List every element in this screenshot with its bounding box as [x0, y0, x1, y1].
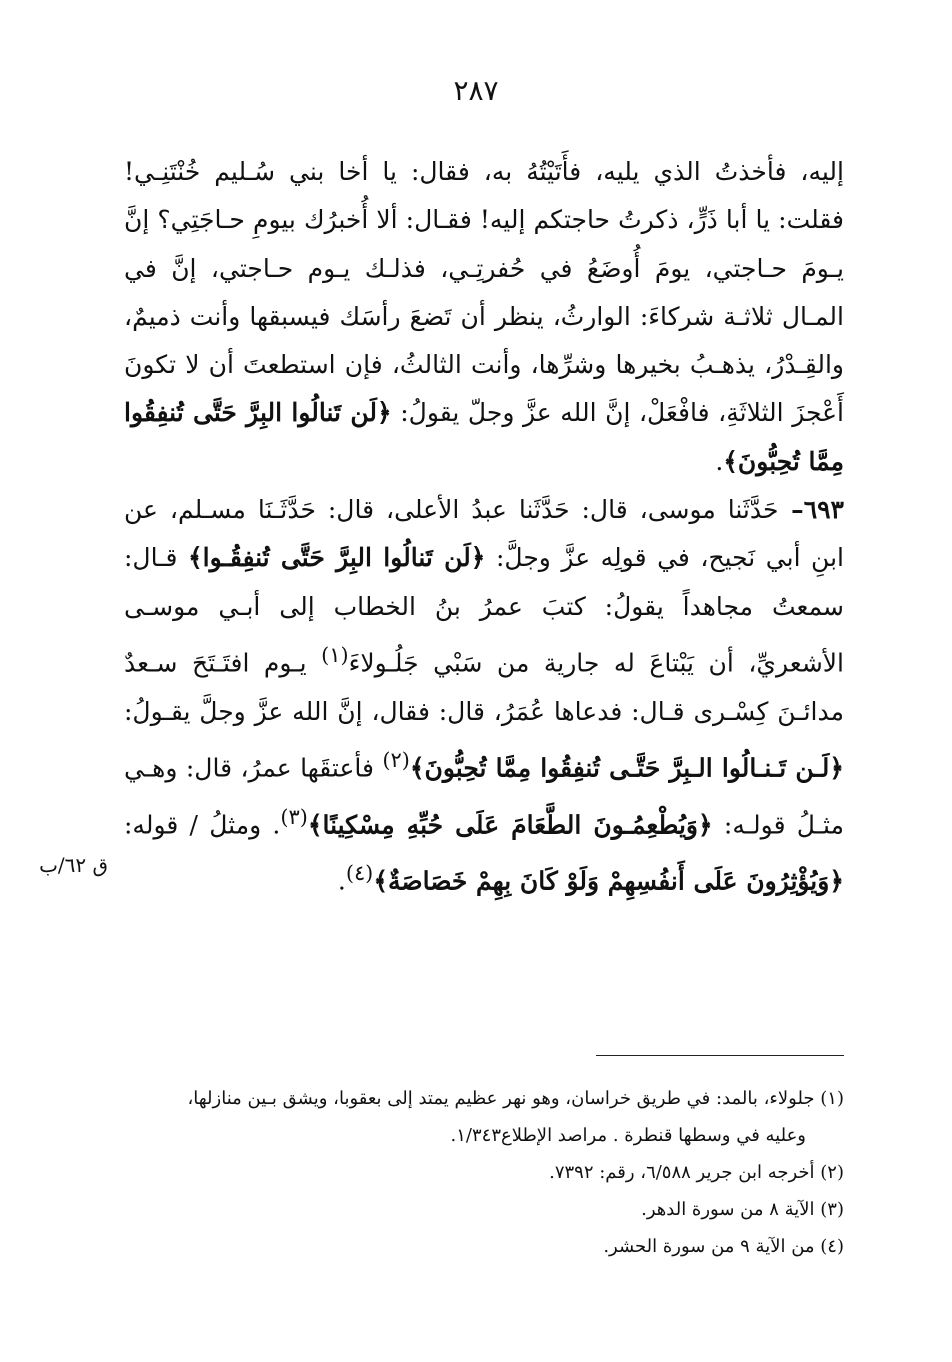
footnote-line: (١) جلولاء، بالمد: في طريق خراسان، وهو نهر عظيم يمتد إلى بعقوبا، ويشق بـين منازلها، — [187, 1088, 844, 1109]
footnotes — [124, 1080, 844, 1265]
quran-verse: ﴿لَن تَنالُوا البِرَّ حَتَّى تُنفِقُوا مِمَّا تُحِبُّونَ﴾ — [124, 398, 844, 476]
footnote-reference: (١) — [321, 642, 349, 667]
footnote-reference: (٢) — [382, 747, 410, 772]
footnote-line: (٢) أخرجه ابن جرير ٦/٥٨٨، رقم: ٧٣٩٢. — [549, 1162, 844, 1183]
text-span: . — [715, 446, 724, 476]
main-text — [124, 148, 844, 906]
hadith-number: ٦٩٣– — [778, 495, 844, 525]
text-span: فأعتقَها عمرُ، قال: وهـي مثـلُ قولـه: — [124, 753, 844, 839]
text-span: . — [337, 866, 346, 896]
text-span: قـال: سمعتُ مجاهداً يقولُ: كتبَ عمرُ بنُ الخطاب إلى أبـي موسـى الأشعريِّ، أن يَبْتاعَ له جارية من سَبْي جَلُـولاءَ — [124, 543, 844, 678]
paragraph — [124, 148, 844, 486]
footnote-reference: (٣) — [280, 804, 308, 829]
quran-verse: ﴿لَـن تَـنـالُوا الـبِرَّ حَتَّـى تُنفِقُوا مِمَّا تُحِبُّونَ﴾ — [409, 753, 844, 783]
footnote-line: (٤) من الآية ٩ من سورة الحشر. — [603, 1236, 844, 1257]
footnote-line: وعليه في وسطها قنطرة . مراصد الإطلاع١/٣٤٣. — [450, 1125, 806, 1146]
margin-note: ق ٦٢/ب — [39, 853, 108, 877]
text-span: . ومثلُ / قوله: — [124, 809, 281, 839]
text-span: حَدَّثَنا موسى، قال: حَدَّثَنا عبدُ الأعلى، قال: حَدَّثَـنَا مسـلم، عن ابنِ أبي نَجيح، في قولِه عزَّ وجلَّ: — [124, 495, 844, 573]
paragraph — [124, 486, 844, 906]
quran-verse: ﴿وَيُؤْثِرُونَ عَلَى أَنفُسِهِمْ وَلَوْ كَانَ بِهِمْ خَصَاصَةٌ﴾ — [373, 866, 844, 896]
footnote-divider — [596, 1055, 844, 1056]
text-span: يـوم افتَـتَحَ سـعدٌ مدائـنَ كِسْـرى قـال: فدعاها عُمَرُ، قال: فقال، إنَّ الله عزَّ وجلَّ يقـولُ: — [124, 648, 844, 726]
quran-verse: ﴿وَيُطْعِمُـونَ الطَّعَامَ عَلَى حُبِّهِ مِسْكِينًا﴾ — [307, 809, 713, 839]
page-number: ٢٨٧ — [453, 74, 499, 107]
quran-verse: ﴿لَن تَنالُوا البِرَّ حَتَّى تُنفِقُـوا﴾ — [188, 543, 486, 573]
footnote-reference: (٤) — [345, 861, 374, 886]
text-span: إليه، فأخذتُ الذي يليه، فأَتَيْتُهُ به، فقال: يا أخا بني سُـليم خُنْتَنِـي! فقلت: يا أبا ذَرٍّ، ذكرتُ حاجتكم إليه! فقـال: ألا أُخبرُك بيومِ حـاجَتِي؟ إنَّ يـومَ حـاجتي، يومَ أُوضَعُ في حُفرتِـي، فذلـك يـوم حـاجتي، إنَّ في المـال ثلاثـة شركاءَ: الوارثُ، ينظر أن تَضعَ رأسَك فيسبقها وأنت ذميمٌ، والقِـدْرُ، يذهـبُ بخيرها وشرِّها، وأنت الثالثُ، فإن استطعتَ أن لا تكونَ أَعْجزَ الثلاثَةِ، فافْعَلْ، إنَّ الله عزَّ وجلّ يقولُ: — [124, 157, 844, 428]
footnote-line: (٣) الآية ٨ من سورة الدهر. — [641, 1199, 844, 1220]
